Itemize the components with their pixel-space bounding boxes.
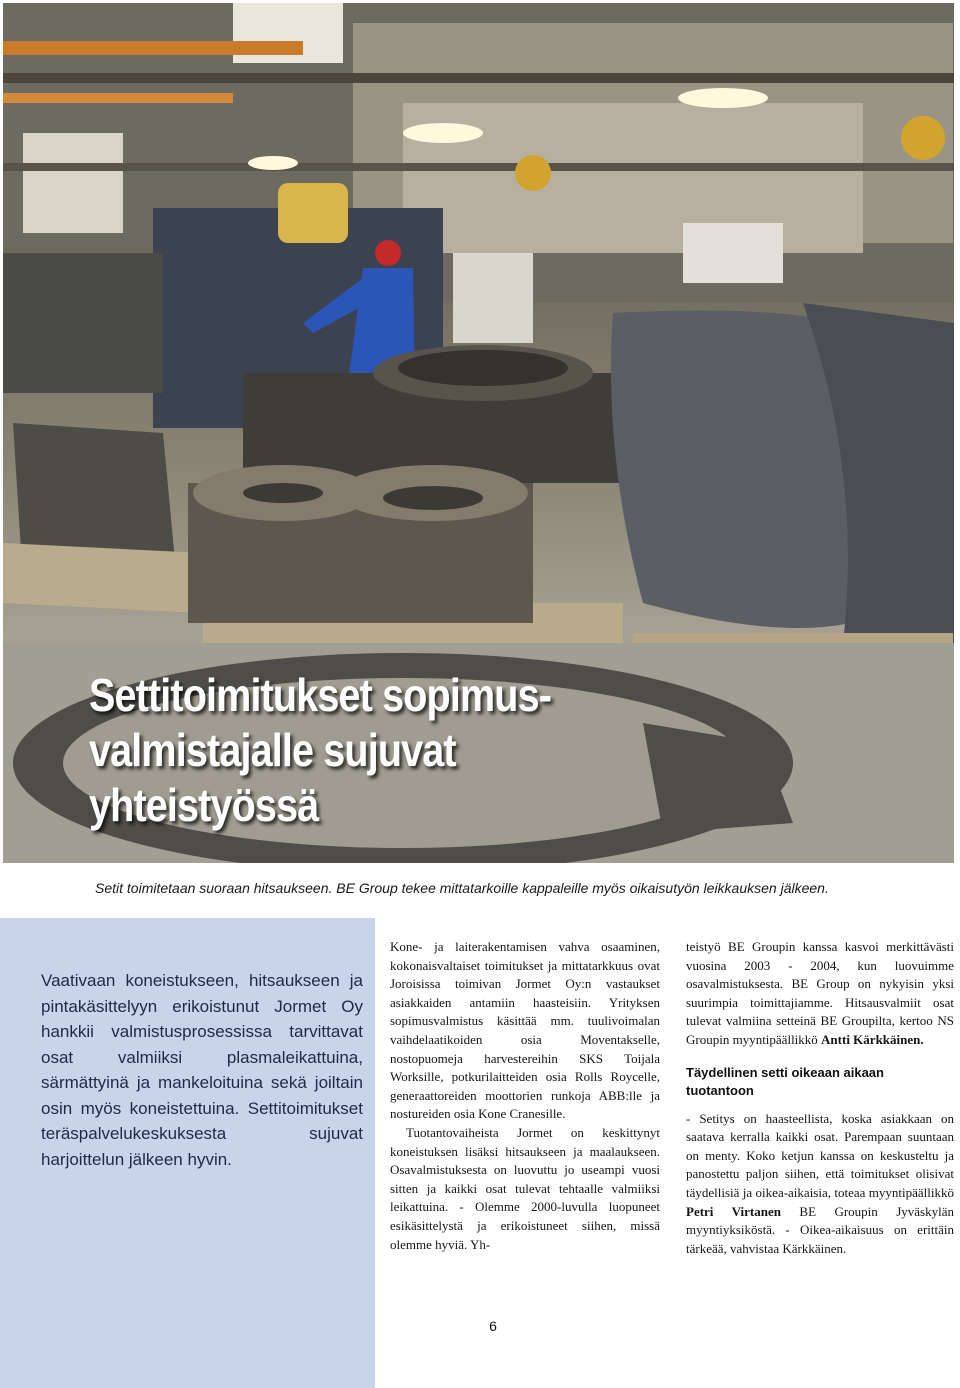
body-column-2 — [390, 938, 660, 1254]
body-paragraph: Tuotantovaiheista Jormet on keskittynyt koneistuksen lisäksi hitsaukseen ja maalaukseen. Osavalmistuksesta on luovuttu jo useampi vuosi sitten ja kaikki osat tulevat tehtaalle valmiiksi leikattuina. - Olemme 2000-luvulla luopuneet esikäsittelystä ja erikoistuneet siihen, missä olemme hyviä. Yh- — [390, 1124, 660, 1252]
lead-paragraph: Vaativaan koneistukseen, hitsaukseen ja pintakäsittelyyn erikoistunut Jormet Oy hankkii valmistusprosessissa tarvittavat osat valmiiksi plasmaleikattuina, särmättyinä ja mankeloituina sekä joiltain osin myös koneistettuina. Settitoimitukset teräspalvelukeskuksesta sujuvat harjoittelun jälkeen hyvin. — [41, 971, 363, 1169]
factory-photo — [3, 3, 954, 863]
body-paragraph: Kone- ja laiterakentamisen vahva osaaminen, kokonaisvaltaiset toimitukset ja mittatarkkuus ovat Joroisissa toimivan Jormet Oy:n vastaukset asiakkaiden antamiin haasteisiin. Yrityksen sopimusvalmistus käsittää mm. tuulivoimalan vaihdelaatikoiden osia Moventakselle, nostopuomeja harvestereihin SKS Toijala Worksille, potkurilaitteiden osia Rolls Roycelle, generaattoreiden moottorien runkoja ABB:lle ja nostureiden osia Kone Cranesille. — [390, 939, 660, 1122]
person-name: Petri Virtanen — [686, 1203, 781, 1219]
body-text: teistyö BE Groupin kanssa kasvoi merkittävästi vuosina 2003 - 2004, kun luovuimme osavalmistuksesta. BE Group on nykyisin yksi suurimpia toimittajiamme. Hitsausvalmiit osat tulevat valmiina setteinä BE Groupilta, kertoo NS Groupin myyntipäällikkö — [686, 939, 954, 1047]
section-subheading: Täydellinen setti oikeaan aikaan tuotantoon — [686, 1064, 884, 1098]
body-column-3 — [686, 938, 954, 1258]
body-text: - Setitys on haasteellista, koska asiakkaan on saatava kerralla kaikki osat. Parempaan suuntaan on menty. Koko ketjun kanssa on keskusteltu ja panostettu paljon siihen, että toimitukset olisivat täydellisiä ja oikea-aikaisia, toteaa myyntipäällikkö — [686, 1110, 954, 1200]
page-number: 6 — [489, 1318, 497, 1334]
body-paragraph — [686, 1110, 954, 1259]
photo-caption: Setit toimitetaan suoraan hitsaukseen. BE Group tekee mittatarkoille kappaleille myös oikaisutyön leikkauksen jälkeen. — [95, 880, 829, 896]
body-text: BE Groupin Jyväskylän myyntiyksiköstä. - Oikea-aikaisuus on erittäin tärkeää, vahvistaa Kärkkäinen. — [686, 1203, 954, 1256]
article-headline: Settitoimitukset sopimus-valmistajalle sujuvat yhteistyössä — [89, 669, 552, 831]
person-name: Antti Kärkkäinen. — [821, 1031, 924, 1047]
body-paragraph — [686, 938, 954, 1050]
